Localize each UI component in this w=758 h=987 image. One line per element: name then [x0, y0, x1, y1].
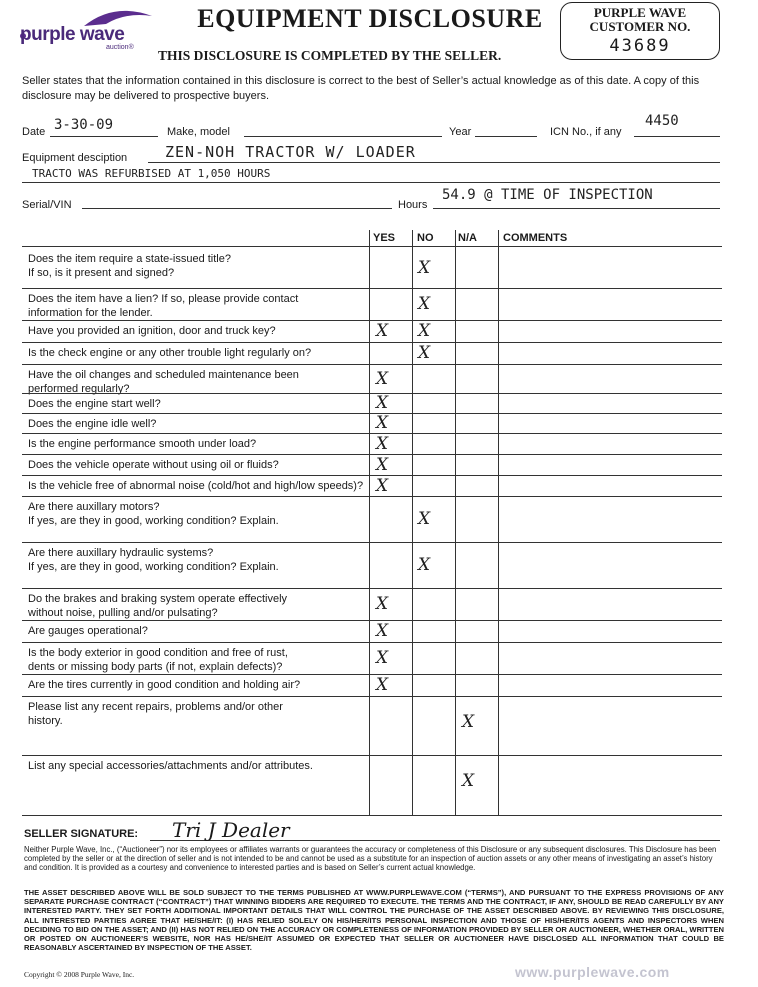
- question-text: Does the vehicle operate without using oil or fluids?: [28, 459, 279, 471]
- table-row-divider: [22, 288, 722, 289]
- make-model-label: Make, model: [167, 126, 230, 138]
- question-text-line2: If yes, are they in good, working condition? Explain.: [28, 561, 279, 573]
- question-text: Does the engine start well?: [28, 398, 161, 410]
- checkmark-yes[interactable]: X: [376, 621, 389, 641]
- question-text: Does the item have a lien? If so, please provide contact: [28, 293, 299, 305]
- equipment-description-line[interactable]: [148, 162, 720, 163]
- table-row-divider: [22, 393, 722, 394]
- customer-box-line2: CUSTOMER NO.: [589, 19, 691, 34]
- equipment-description-value: ZEN-NOH TRACTOR W/ LOADER: [165, 143, 416, 161]
- col-header-na: N/A: [458, 232, 477, 244]
- icn-label: ICN No., if any: [550, 126, 622, 138]
- col-divider-yes: [369, 230, 370, 815]
- table-row-divider: [22, 642, 722, 643]
- question-text: Are the tires currently in good condition and holding air?: [28, 679, 301, 691]
- col-header-yes: YES: [373, 232, 396, 244]
- table-row-divider: [22, 815, 722, 816]
- question-text-line2: history.: [28, 715, 63, 727]
- date-line[interactable]: [50, 136, 158, 137]
- table-row-divider: [22, 542, 722, 543]
- checkmark-yes[interactable]: X: [376, 393, 389, 413]
- question-text: Have you provided an ignition, door and truck key?: [28, 325, 276, 337]
- date-value: 3-30-09: [54, 117, 114, 133]
- checkmark-yes[interactable]: X: [376, 454, 389, 475]
- table-row-divider: [22, 454, 722, 455]
- hours-value: 54.9 @ TIME OF INSPECTION: [442, 187, 653, 203]
- table-row-divider: [22, 674, 722, 675]
- question-text-line2: If yes, are they in good, working condition? Explain.: [28, 515, 279, 527]
- question-text-line2: information for the lender.: [28, 307, 153, 319]
- customer-number: 43689: [609, 36, 671, 56]
- purple-wave-logo: [14, 6, 164, 56]
- question-text-line2: dents or missing body parts (if not, explain defects)?: [28, 661, 283, 673]
- customer-number-box: [560, 2, 720, 60]
- seller-signature: Tri J Dealer: [172, 818, 290, 842]
- table-row-divider: [22, 696, 722, 697]
- checkmark-yes[interactable]: X: [376, 475, 389, 496]
- website-watermark: www.purplewave.com: [515, 964, 670, 980]
- checkmark-no[interactable]: X: [418, 555, 431, 575]
- table-row-divider: [22, 433, 722, 434]
- serial-vin-line[interactable]: [82, 208, 392, 209]
- checkmark-no[interactable]: X: [418, 294, 431, 314]
- checkmark-na[interactable]: X: [462, 771, 475, 791]
- checkmark-no[interactable]: X: [418, 343, 431, 363]
- date-label: Date: [22, 126, 46, 138]
- table-row-divider: [22, 496, 722, 497]
- question-text: Does the engine idle well?: [28, 418, 157, 430]
- icn-value: 4450: [645, 113, 679, 129]
- checkmark-yes[interactable]: X: [376, 368, 389, 389]
- checkmark-yes[interactable]: X: [376, 675, 389, 695]
- question-text: Is the engine performance smooth under load?: [28, 438, 257, 450]
- question-text: Is the body exterior in good condition and free of rust,: [28, 647, 288, 659]
- disclosure-table: [22, 230, 722, 815]
- year-label: Year: [449, 126, 472, 138]
- question-text: Please list any recent repairs, problems and/or other: [28, 701, 283, 713]
- customer-box-line1: PURPLE WAVE: [593, 5, 687, 20]
- table-row-divider: [22, 755, 722, 756]
- checkmark-yes[interactable]: X: [376, 321, 389, 341]
- col-header-no: NO: [417, 232, 434, 244]
- question-text-line2: without noise, pulling and/or pulsating?: [28, 607, 218, 619]
- table-row-divider: [22, 588, 722, 589]
- table-row-divider: [22, 364, 722, 365]
- table-row-divider: [22, 342, 722, 343]
- hours-line[interactable]: [433, 208, 720, 209]
- question-text-line2: If so, is it present and signed?: [28, 267, 175, 279]
- col-divider-comments: [498, 230, 499, 815]
- equipment-description-value-2: TRACTO WAS REFURBISED AT 1,050 HOURS: [32, 167, 271, 180]
- col-divider-no: [412, 230, 413, 815]
- make-model-line[interactable]: [244, 136, 442, 137]
- table-row-divider: [22, 475, 722, 476]
- checkmark-no[interactable]: X: [418, 321, 431, 341]
- checkmark-yes[interactable]: X: [376, 648, 389, 668]
- year-line[interactable]: [475, 136, 537, 137]
- icn-line[interactable]: [634, 136, 720, 137]
- question-text-line2: performed regularly?: [28, 383, 130, 395]
- checkmark-no[interactable]: X: [418, 509, 431, 529]
- question-text: Are there auxillary motors?: [28, 501, 160, 513]
- checkmark-yes[interactable]: X: [376, 413, 389, 433]
- terms-text: THE ASSET DESCRIBED ABOVE WILL BE SOLD SUBJECT TO THE TERMS PUBLISHED AT WWW.PURPLEWAVE.COM (“TERMS”), AND PURSUANT TO THE EXPRESS PROVISIONS OF ANY SEPARATE PURCHASE CONTRACT (“CONTRACT”) THAT WINNING BIDDERS ARE REQUIRED TO EXECUTE. THE TERMS AND THE CONTRACT, IF ANY, SHOULD BE READ CAREFULLY BY ANY INTERESTED PARTY. THEY SET FORTH ADDITIONAL IMPORTANT DETAILS THAT WILL CONTROL THE PURCHASE OF THE ASSET DESCRIBED ABOVE. BY REVIEWING THIS DISCLOSURE, ALL INTERESTED PARTIES AGREE THAT HE/SHE/IT: (I) HAS RELIED SOLELY ON HIS/HER/ITS PERSONAL INSPECTION AND THOSE OF HIS/HER/ITS AGENTS AND INSPECTORS WHEN DECIDING TO BID ON THE ASSET; AND (II) HAS NOT RELIED ON THE ACCURACY OR COMPLETENESS OF INFORMATION PROVIDED BY SELLER OR AUCTIONEER, WHETHER ORAL, WRITTEN OR POSTED ON AUCTIONEER’S WEBSITE, NOR HAS HE/SHE/IT ASSUMED OR EXPECTED THAT SELLER OR AUCTIONEER HAVE DISCLOSED ALL INFORMATION THAT COULD BE REASONABLY ASCERTAINED BY INSPECTION OF THE ASSET.: [24, 888, 724, 953]
- header-row-divider: [22, 246, 722, 247]
- serial-vin-label: Serial/VIN: [22, 199, 72, 211]
- question-text: Is the vehicle free of abnormal noise (cold/hot and high/low speeds)?: [28, 480, 364, 492]
- question-text: Are there auxillary hydraulic systems?: [28, 547, 214, 559]
- col-header-comments: COMMENTS: [503, 232, 568, 244]
- question-text: Is the check engine or any other trouble light regularly on?: [28, 347, 312, 359]
- question-text: List any special accessories/attachments and/or attributes.: [28, 760, 313, 772]
- table-row-divider: [22, 620, 722, 621]
- equipment-description-line-2[interactable]: [22, 182, 720, 183]
- table-row-divider: [22, 320, 722, 321]
- disclaimer-text: Neither Purple Wave, Inc., (“Auctioneer”) nor its employees or affiliates warrants or guarantees the accuracy or completeness of this Disclosure or any subsequent disclosures. This Disclosure has been completed by the seller or at the direction of seller and is not intended to be and cannot be used as a substitute for an inspection of auction assets or any other means of investigating an asset’s history and condition. It is provided as a courtesy and convenience to interested parties and is based on Seller’s current actual knowledge.: [24, 845, 717, 873]
- logo-subtext: auction®: [106, 44, 134, 51]
- page-subtitle: THIS DISCLOSURE IS COMPLETED BY THE SELLER.: [158, 48, 502, 63]
- equipment-description-label: Equipment desciption: [22, 152, 128, 164]
- question-text: Do the brakes and braking system operate effectively: [28, 593, 288, 605]
- question-text: Does the item require a state-issued title?: [28, 253, 231, 265]
- page-title: EQUIPMENT DISCLOSURE: [197, 4, 543, 33]
- seller-signature-label: SELLER SIGNATURE:: [24, 828, 139, 840]
- checkmark-na[interactable]: X: [462, 712, 475, 732]
- col-divider-na: [455, 230, 456, 815]
- intro-statement: Seller states that the information contained in this disclosure is correct to the best of Seller’s actual knowledge as of this date. A copy of this disclosure may be delivered to prospective buyers.: [22, 75, 700, 102]
- checkmark-yes[interactable]: X: [376, 433, 389, 454]
- question-text: Are gauges operational?: [28, 625, 148, 637]
- table-row-divider: [22, 413, 722, 414]
- copyright-text: Copyright © 2008 Purple Wave, Inc.: [24, 970, 135, 979]
- checkmark-yes[interactable]: X: [376, 594, 389, 614]
- checkmark-no[interactable]: X: [418, 258, 431, 278]
- hours-label: Hours: [398, 199, 428, 211]
- question-text: Have the oil changes and scheduled maintenance been: [28, 369, 299, 381]
- logo-text: purple wave: [20, 24, 125, 45]
